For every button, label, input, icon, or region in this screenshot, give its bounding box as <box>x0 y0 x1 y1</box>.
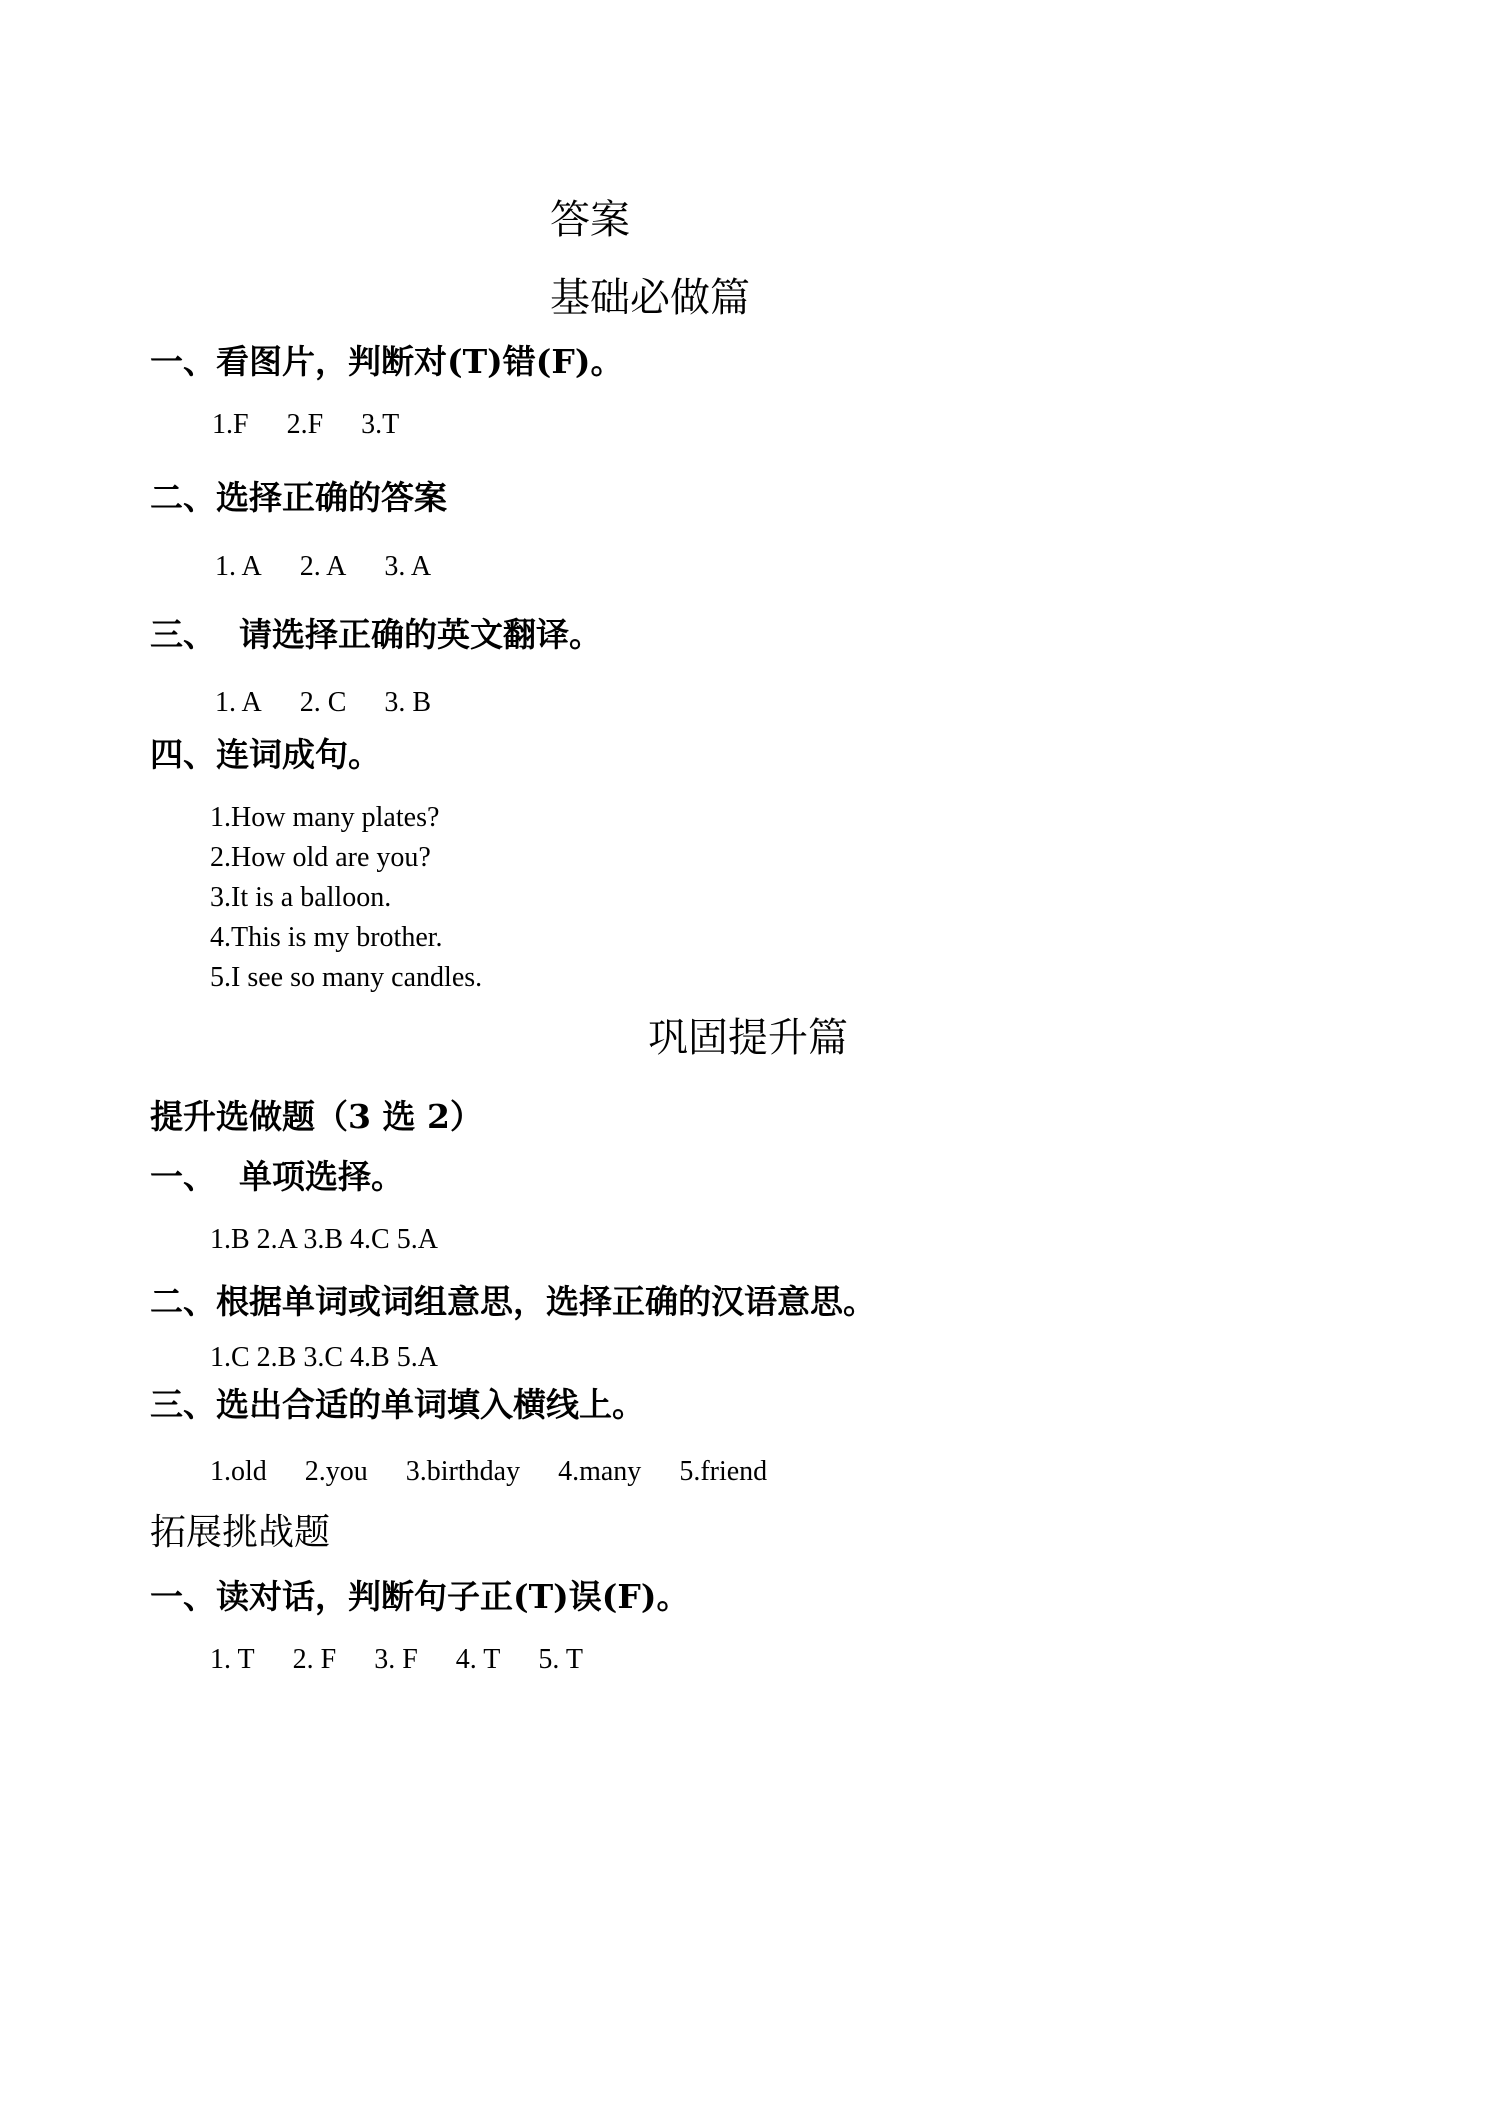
sentence-answer: 5.I see so many candles. <box>210 962 483 993</box>
part2-section-heading: 提升选做题（3 选 2） <box>150 1097 483 1136</box>
part3-q1-heading: 一、读对话，判断句子正(T)误(F)。 <box>150 1577 690 1616</box>
answer-item: 2.you <box>304 1456 368 1487</box>
part1-q2-heading: 二、选择正确的答案 <box>150 478 447 517</box>
part2-q3-heading: 三、选出合适的单词填入横线上。 <box>150 1385 645 1424</box>
part1-title: 基础必做篇 <box>550 275 750 321</box>
part1-q1-answers <box>212 411 399 439</box>
answer-item: 4.many <box>558 1456 642 1487</box>
part1-q3-answers <box>215 689 431 717</box>
answer-item: 5.friend <box>679 1456 768 1487</box>
part2-q2-heading: 二、根据单词或词组意思，选择正确的汉语意思。 <box>150 1282 876 1321</box>
sentence-answer: 1.How many plates? <box>210 802 440 833</box>
answer-item: 5. T <box>538 1644 583 1675</box>
page-title: 答案 <box>550 197 630 243</box>
part1-q3-heading: 三、 请选择正确的英文翻译。 <box>150 615 602 654</box>
part2-q2-answers: 1.C 2.B 3.C 4.B 5.A <box>210 1342 438 1373</box>
sentence-answer: 4.This is my brother. <box>210 922 443 953</box>
answer-item: 1. A <box>215 687 262 718</box>
part2-q1-heading: 一、 单项选择。 <box>150 1157 404 1196</box>
answer-item: 4. T <box>455 1644 501 1675</box>
answer-item: 2. A <box>299 551 347 582</box>
sentence-answer: 3.It is a balloon. <box>210 882 392 913</box>
part2-q1-answers: 1.B 2.A 3.B 4.C 5.A <box>210 1224 438 1255</box>
sentence-answer: 2.How old are you? <box>210 842 431 873</box>
answer-item: 3. A <box>384 551 432 582</box>
answer-item: 3.T <box>361 409 400 440</box>
answer-item: 1.old <box>210 1456 267 1487</box>
answer-item: 1. A <box>215 551 262 582</box>
answer-item: 2.F <box>286 409 324 440</box>
part2-title: 巩固提升篇 <box>648 1015 848 1061</box>
part1-q2-answers <box>215 553 431 581</box>
answer-item: 3.birthday <box>405 1456 521 1487</box>
answer-item: 3. F <box>374 1644 418 1675</box>
answer-item: 2. F <box>292 1644 337 1675</box>
answer-item: 1.F <box>212 409 249 440</box>
answer-item: 2. C <box>299 687 347 718</box>
part3-title: 拓展挑战题 <box>150 1512 331 1553</box>
answer-item: 1. T <box>210 1644 255 1675</box>
part1-q1-heading: 一、看图片，判断对(T)错(F)。 <box>150 342 624 381</box>
answer-item: 3. B <box>384 687 432 718</box>
part2-q3-answers <box>210 1458 767 1486</box>
part3-q1-answers <box>210 1646 583 1674</box>
part1-q4-heading: 四、连词成句。 <box>150 735 381 774</box>
